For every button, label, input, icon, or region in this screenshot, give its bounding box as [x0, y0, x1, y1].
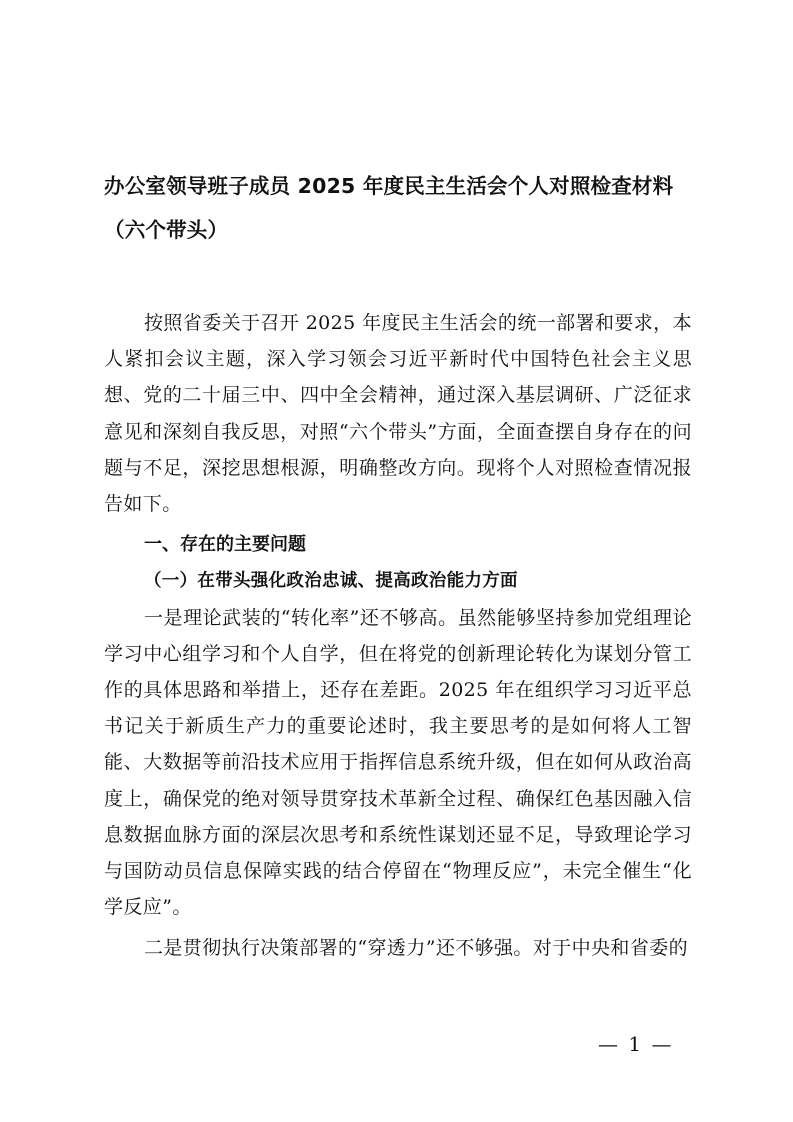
intro-paragraph: 按照省委关于召开 2025 年度民主生活会的统一部署和要求，本人紧扣会议主题，深入学习领会习近平新时代中国特色社会主义思想、党的二十届三中、四中全会精神，通过深入基层调研、广泛征求意见和深刻自我反思，对照“六个带头”方面，全面查摆自身存在的问题与不足，深挖思想根源，明确整改方向。现将个人对照检查情况报告如下。 [104, 312, 692, 516]
document-body [104, 305, 692, 967]
subsection-heading: （一）在带头强化政治忠诚、提高政治能力方面 [144, 571, 518, 592]
section-heading: 一、存在的主要问题 [144, 534, 306, 556]
body-paragraph-1: 一是理论武装的“转化率”还不够高。虽然能够坚持参加党组理论学习中心组学习和个人自学，但在将党的创新理论转化为谋划分管工作的具体思路和举措上，还存在差距。2025 年在组织学习习近平总书记关于新质生产力的重要论述时，我主要思考的是如何将人工智能、大数据等前沿技术应用于指挥信息系统升级，但在如何从政治高度上，确保党的绝对领导贯穿技术革新全过程、确保红色基因融入信息数据血脉方面的深层次思考和系统性谋划还显不足，导致理论学习与国防动员信息保障实践的结合停留在“物理反应”，未完全催生“化学反应”。 [104, 606, 692, 919]
page-number: — 1 — [598, 1032, 674, 1056]
document-title: 办公室领导班子成员 2025 年度民主生活会个人对照检查材料（六个带头） [104, 174, 674, 242]
body-paragraph-2: 二是贯彻执行决策部署的“穿透力”还不够强。对于中央和省委的 [144, 937, 689, 960]
